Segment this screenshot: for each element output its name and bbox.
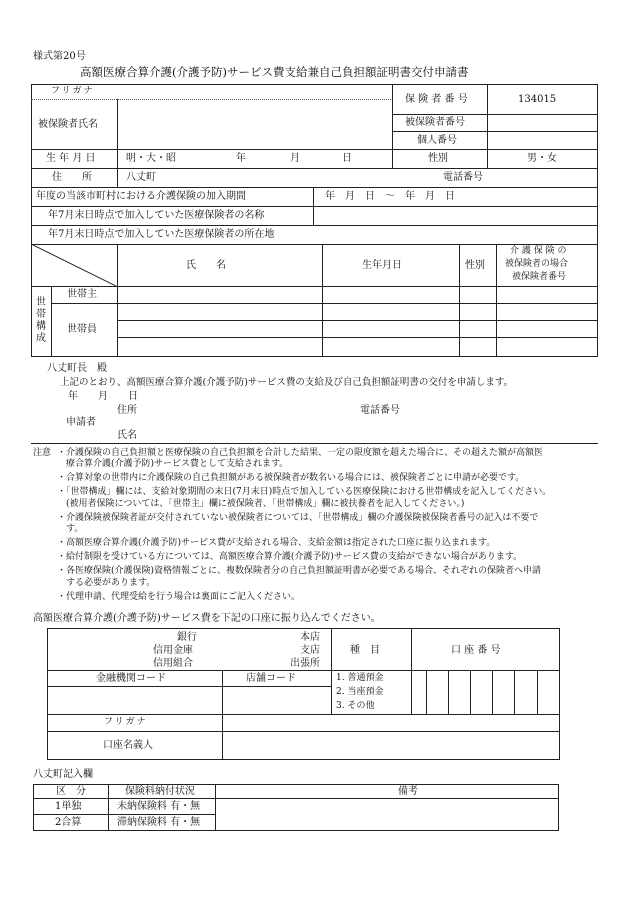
applicant-phone-label: 電話番号 (360, 405, 400, 416)
insured-number-label: 被保険者番号 (405, 117, 465, 128)
applicant-label: 申請者 (66, 417, 96, 428)
notes-head: 注意 (33, 448, 52, 458)
note-line: ・介護保険被保険者証が交付されていない被保険者については、「世帯構成」欄の介護保険被保険者番号の記入は不要で (57, 513, 539, 523)
note-line: ・介護保険の自己負担額と医療保険の自己負担額を合計した結果、一定の限度額を超えた場合に、その超えた額が高額医 (57, 448, 544, 458)
phone-label: 電話番号 (443, 172, 483, 183)
note-line: ・代理申請、代理受給を行う場合は裏面にご記入ください。 (57, 592, 301, 602)
note-line: ・合算対象の世帯内に介護保険の自己負担額がある被保険者が数名いる場合には、被保険者ごとに申請が必要です。 (57, 473, 525, 483)
sex-label: 性別 (428, 153, 448, 164)
col-sex: 性別 (465, 260, 485, 271)
account-type-ordinary: 1. 普通預金 (336, 673, 384, 683)
dob-year: 年 (236, 153, 246, 164)
furigana-label: フリガナ (51, 86, 95, 96)
applicant-name-label: 氏名 (117, 430, 137, 441)
note-line: す。 (57, 524, 84, 534)
office-section-title: 八丈町記入欄 (33, 769, 93, 780)
col-name: 氏 名 (186, 260, 226, 271)
household-member-label: 世帯員 (67, 324, 97, 335)
dob-month: 月 (290, 153, 300, 164)
col-dob: 生年月日 (362, 260, 402, 271)
account-number-label: 口 座 番 号 (451, 645, 501, 656)
note-line: する必要があります。 (57, 578, 156, 588)
personal-number-label: 個人番号 (417, 135, 457, 146)
note-line: ・高額医療合算介護(介護予防)サービス費が支給される場合、支給金額は指定された口座に振り込まれます。 (57, 538, 496, 548)
note-line: ・給付制限を受けている方については、高額医療合算介護(介護予防)サービス費の支給ができない場合があります。 (57, 552, 523, 562)
insurer-number-value: 134015 (518, 94, 557, 105)
dob-era: 明・大・昭 (126, 153, 176, 164)
addressee: 八丈町長 殿 (47, 363, 107, 374)
note-line: ・「世帯構成」欄には、支給対象期間の末日(7月末日)時点で加入している医療保険における世帯構成を記入してください。 (57, 487, 552, 497)
form-number: 様式第20号 (33, 51, 86, 62)
bank-type-shinkin: 信用金庫 (153, 645, 193, 656)
medical-insurer-address-label: 年7月末日時点で加入していた医療保険者の所在地 (48, 229, 275, 240)
institution-code-label: 金融機関コード (96, 673, 166, 684)
note-line: ・各医療保険(介護保険)資格情報ごとに、複数保険者分の自己負担額証明書が必要である場合、それぞれの保険者へ申請 (57, 566, 542, 576)
account-holder-label: 口座名義人 (103, 740, 153, 751)
branch-type-branch: 支店 (300, 645, 320, 656)
form-title: 高額医療合算介護(介護予防)サービス費支給兼自己負担額証明書交付申請書 (80, 65, 469, 79)
household-head-label: 世帯主 (67, 289, 97, 300)
medical-insurer-name-label: 年7月末日時点で加入していた医療保険者の名称 (48, 210, 265, 221)
col-kaigo-line2: 被保険者の場合 (505, 259, 569, 269)
enrollment-period-value: 年 月 日 ～ 年 月 日 (325, 191, 455, 202)
office-row1-status: 未納保険料 有・無 (117, 801, 201, 812)
sex-value: 男・女 (527, 153, 557, 164)
application-date: 年 月 日 (68, 391, 138, 402)
application-divider (31, 443, 598, 444)
dob-label: 生 年 月 日 (46, 153, 96, 164)
household-section-label: 世帯構成 (36, 297, 46, 344)
enrollment-period-label: 年度の当該市町村における介護保険の加入期間 (36, 191, 246, 202)
bank-type-kumiai: 信用組合 (153, 658, 193, 669)
applicant-address-label: 住所 (117, 405, 137, 416)
insurer-number-label: 保 険 者 番 号 (405, 94, 468, 105)
branch-code-label: 店舗コード (246, 673, 296, 684)
application-statement: 上記のとおり、高額医療合算介護(介護予防)サービス費の支給及び自己負担額証明書の交付を申請します。 (60, 377, 514, 388)
bank-intro: 高額医療合算介護(介護予防)サービス費を下記の口座に振り込んでください。 (33, 613, 381, 624)
branch-type-office: 出張所 (290, 658, 320, 669)
bank-type-bank: 銀行 (177, 632, 197, 643)
address-value: 八丈町 (126, 172, 156, 183)
col-kaigo-line3: 被保険者番号 (512, 272, 567, 282)
account-type-current: 2. 当座預金 (336, 687, 384, 697)
note-line: 療合算介護(介護予防)サービス費として支給されます。 (57, 459, 289, 469)
holder-furigana-label: フリガナ (104, 717, 148, 727)
office-col-remarks: 備考 (398, 786, 418, 797)
col-kaigo-line1: 介 護 保 険 の (510, 246, 567, 256)
office-row2-status: 滞納保険料 有・無 (117, 817, 201, 828)
office-row2-class: 2合算 (55, 817, 82, 828)
address-label: 住 所 (52, 172, 92, 183)
note-line: (被用者保険については、「世帯主」欄に被保険者、「世帯構成」欄に被扶養者を記入してください。) (57, 499, 465, 509)
diagonal-slash (31, 244, 118, 287)
account-type-other: 3. その他 (336, 701, 375, 711)
branch-type-head: 本店 (300, 632, 320, 643)
office-row1-class: 1単独 (55, 801, 82, 812)
office-col-class: 区 分 (56, 786, 86, 797)
account-type-label: 種 目 (350, 645, 380, 656)
dob-day: 日 (342, 153, 352, 164)
insured-name-label: 被保険者氏名 (38, 119, 98, 130)
office-col-status: 保険料納付状況 (125, 786, 195, 797)
